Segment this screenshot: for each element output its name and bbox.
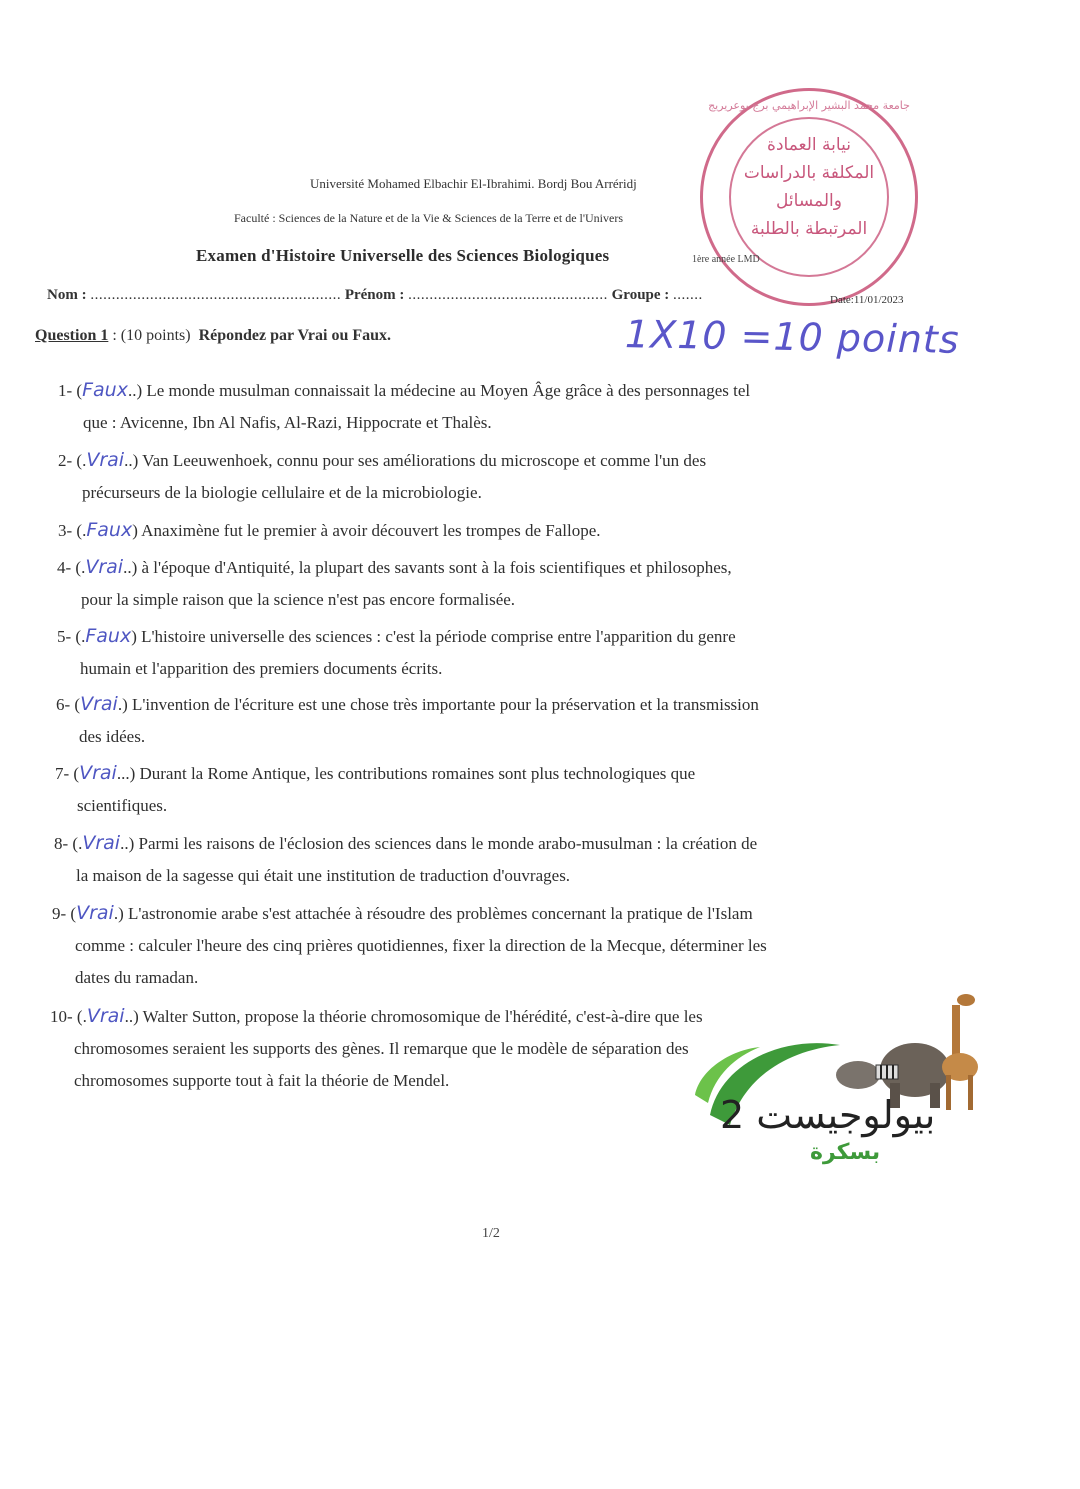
handwritten-answer: Faux: [82, 379, 128, 401]
item-text: ) Van Leeuwenhoek, connu pour ses améliorations du microscope et comme l'un des: [132, 451, 707, 470]
item-text-continued: la maison de la sagesse qui était une institution de traduction d'ouvrages.: [76, 866, 571, 885]
stamp-line-4: المرتبطة بالطلبة: [750, 219, 868, 239]
faculty-name: Faculté : Sciences de la Nature et de la Vie & Sciences de la Terre et de l'Univers: [234, 211, 624, 225]
student-fields-row: [47, 287, 703, 304]
item-text: ) Durant la Rome Antique, les contributions romaines sont plus technologiques que: [129, 764, 696, 783]
groupe-field: .......: [673, 287, 703, 303]
item-number: 7-: [55, 764, 70, 783]
item-text: ) L'invention de l'écriture est une chose très importante pour la préservation et la transmission: [122, 695, 759, 714]
item-text: ) L'histoire universelle des sciences : c'est la période comprise entre l'apparition du genre: [131, 627, 736, 646]
item-text-continued: pour la simple raison que la science n'est pas encore formalisée.: [81, 590, 516, 609]
item-text-continued: comme : calculer l'heure des cinq prières quotidiennes, fixer la direction de la Mecque, déterminer les: [75, 936, 767, 955]
item-number: 1-: [58, 381, 73, 400]
item-text: ) L'astronomie arabe s'est attachée à résoudre des problèmes concernant la pratique de l'Islam: [118, 904, 753, 923]
item-number: 6-: [56, 695, 71, 714]
stamp-line-2: المكلفة بالدراسات: [743, 163, 875, 183]
list-item: 9- (Vrai.) L'astronomie arabe s'est attachée à résoudre des problèmes concernant la pratique de l'Islam comme : calculer l'heure des cinq prières quotidiennes, fixer la direction de la Mecque, déterminer les dates du ramadan.: [52, 897, 767, 994]
item-number: 5-: [57, 627, 72, 646]
logo-subtitle: بسكرة: [810, 1140, 881, 1165]
item-number: 10-: [50, 1007, 73, 1026]
handwritten-answer: Vrai: [86, 1005, 125, 1027]
item-text-continued: chromosomes supporte tout à fait la théorie de Mendel.: [74, 1071, 450, 1090]
handwritten-total-score: 1X10 =10 points: [624, 312, 960, 362]
item-text-continued: scientifiques.: [77, 796, 168, 815]
handwritten-answer: Faux: [85, 625, 132, 647]
item-text-continued: dates du ramadan.: [75, 968, 199, 987]
item-text-continued: des idées.: [79, 727, 146, 746]
logo-title: بيولوجيست 2: [720, 1093, 936, 1137]
handwritten-answer: Vrai: [79, 762, 117, 784]
item-number: 3-: [58, 521, 73, 540]
university-name: Université Mohamed Elbachir El-Ibrahimi. Bordj Bou Arréridj: [310, 176, 637, 191]
item-text: ) à l'époque d'Antiquité, la plupart des savants sont à la fois scientifiques et philosophes,: [131, 558, 732, 577]
list-item: 4- (.Vrai..) à l'époque d'Antiquité, la plupart des savants sont à la fois scientifiques et philosophes, pour la simple raison que la science n'est pas encore formalisée.: [57, 551, 732, 616]
question-points: : (10 points): [112, 327, 191, 344]
handwritten-answer: Vrai: [85, 556, 124, 578]
stamp-rim-text: جامعة محمد البشير الإبراهيمي برج بوعريريج: [708, 99, 910, 112]
exam-date: Date:11/01/2023: [830, 294, 904, 306]
prenom-field: ...............................................: [408, 287, 608, 303]
question-header: [35, 327, 391, 345]
handwritten-answer: Vrai: [80, 693, 118, 715]
nom-field: ...........................................................: [90, 287, 342, 303]
item-number: 2-: [58, 451, 73, 470]
item-text: ) Anaximène fut le premier à avoir découvert les trompes de Fallope.: [132, 521, 601, 540]
list-item: 7- (Vrai...) Durant la Rome Antique, les contributions romaines sont plus technologiques que scientifiques.: [55, 757, 695, 822]
list-item: 10- (.Vrai..) Walter Sutton, propose la théorie chromosomique de l'hérédité, c'est-à-dire que les chromosomes seraient les supports des gènes. Il remarque que le modèle de séparation des chromosomes supporte tout à fait la théorie de Mendel.: [50, 1000, 703, 1097]
item-text: ) Le monde musulman connaissait la médecine au Moyen Âge grâce à des personnages tel: [136, 381, 751, 400]
handwritten-answer: Faux: [86, 519, 133, 541]
exam-title: Examen d'Histoire Universelle des Sciences Biologiques: [196, 246, 610, 265]
list-item: 2- (.Vrai..) Van Leeuwenhoek, connu pour ses améliorations du microscope et comme l'un des précurseurs de la biologie cellulaire et de la microbiologie.: [58, 444, 706, 509]
item-text-continued: précurseurs de la biologie cellulaire et de la microbiologie.: [82, 483, 482, 502]
item-text-continued: que : Avicenne, Ibn Al Nafis, Al-Razi, Hippocrate et Thalès.: [83, 413, 492, 432]
stamp-line-3: والمسائل: [776, 191, 842, 211]
list-item: 3- (.Faux) Anaximène fut le premier à avoir découvert les trompes de Fallope.: [58, 519, 601, 541]
item-number: 9-: [52, 904, 67, 923]
nom-label: Nom :: [47, 287, 87, 303]
item-text-continued: chromosomes seraient les supports des gènes. Il remarque que le modèle de séparation des: [74, 1039, 689, 1058]
question-instruction: Répondez par Vrai ou Faux.: [198, 327, 392, 344]
handwritten-answer: Vrai: [86, 449, 125, 471]
handwritten-answer: Vrai: [76, 902, 114, 924]
item-number: 4-: [57, 558, 72, 577]
list-item: 8- (.Vrai..) Parmi les raisons de l'éclosion des sciences dans le monde arabo-musulman : la création de la maison de la sagesse qui était une institution de traduction d'ouvrages.: [54, 827, 757, 892]
item-text: ) Parmi les raisons de l'éclosion des sciences dans le monde arabo-musulman : la création de: [128, 834, 758, 853]
list-item: 1- (Faux..) Le monde musulman connaissait la médecine au Moyen Âge grâce à des personnages tel que : Avicenne, Ibn Al Nafis, Al-Razi, Hippocrate et Thalès.: [58, 374, 750, 439]
item-text-continued: humain et l'apparition des premiers documents écrits.: [80, 659, 443, 678]
study-level: 1ère année LMD: [692, 254, 760, 265]
list-item: 5- (.Faux) L'histoire universelle des sciences : c'est la période comprise entre l'apparition du genre humain et l'apparition des premiers documents écrits.: [57, 620, 736, 685]
stamp-line-1: نيابة العمادة: [767, 135, 851, 155]
item-text: ) Walter Sutton, propose la théorie chromosomique de l'hérédité, c'est-à-dire que les: [133, 1007, 703, 1026]
rhino-icon: [836, 1061, 880, 1089]
prenom-label: Prénom :: [344, 287, 405, 303]
question-label: Question 1: [35, 327, 109, 344]
faculty-stamp: [700, 88, 918, 306]
list-item: 6- (Vrai.) L'invention de l'écriture est une chose très importante pour la préservation et la transmission des idées.: [56, 688, 759, 753]
handwritten-answer: Vrai: [82, 832, 121, 854]
page-number: 1/2: [482, 1226, 500, 1241]
item-number: 8-: [54, 834, 69, 853]
groupe-label: Groupe :: [611, 287, 670, 303]
